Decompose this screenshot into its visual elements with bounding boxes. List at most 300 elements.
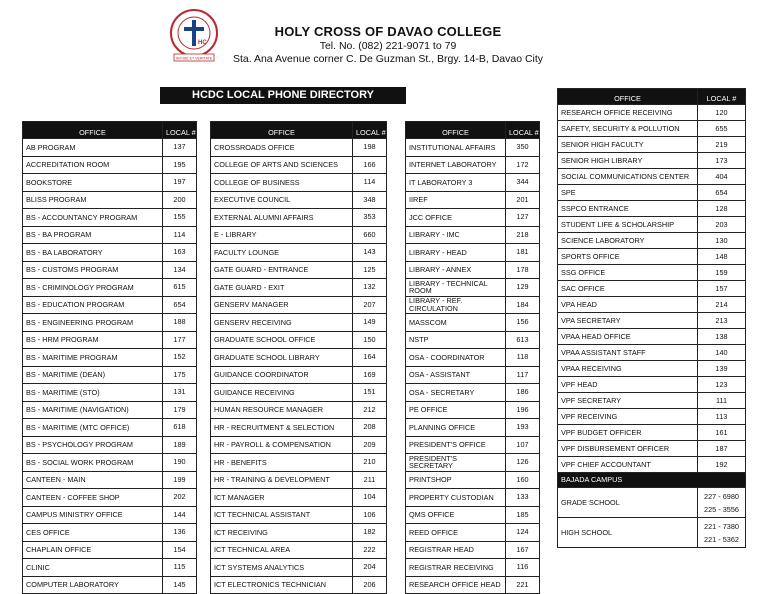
table-row xyxy=(211,226,387,244)
office-name-cell: GRADE SCHOOL xyxy=(558,488,698,518)
table-row xyxy=(558,233,746,249)
local-number-cell: 348 xyxy=(353,191,387,209)
office-name-cell: OSA - COORDINATOR xyxy=(406,349,506,367)
local-number-cell: 152 xyxy=(163,349,197,367)
table-row xyxy=(558,201,746,217)
table-row xyxy=(211,279,387,297)
office-name-cell: CANTEEN - COFFEE SHOP xyxy=(23,489,163,507)
office-name-cell: OSA - ASSISTANT xyxy=(406,366,506,384)
office-name-cell: ICT TECHNICAL ASSISTANT xyxy=(211,506,353,524)
office-name-cell: GATE GUARD - EXIT xyxy=(211,279,353,297)
local-number-cell: 198 xyxy=(353,139,387,157)
table-row xyxy=(558,137,746,153)
local-number-cell: 206 xyxy=(353,576,387,594)
office-name-cell: BS - MARITIME (MTC OFFICE) xyxy=(23,419,163,437)
office-name-cell: BS - MARITIME (NAVIGATION) xyxy=(23,401,163,419)
local-number-cell: 199 xyxy=(163,471,197,489)
office-name-cell: SENIOR HIGH LIBRARY xyxy=(558,153,698,169)
office-name-cell: GRADUATE SCHOOL LIBRARY xyxy=(211,349,353,367)
table-row xyxy=(211,244,387,262)
local-number-cell: 116 xyxy=(506,559,540,577)
office-name-cell: GATE GUARD - ENTRANCE xyxy=(211,261,353,279)
local-number-cell: 123 xyxy=(698,377,746,393)
local-number-cell: 129 xyxy=(506,279,540,297)
office-name-cell: VPF SECRETARY xyxy=(558,393,698,409)
local-column-header: LOCAL # xyxy=(506,122,540,139)
table-row xyxy=(211,349,387,367)
office-name-cell: SENIOR HIGH FACULTY xyxy=(558,137,698,153)
local-number-cell: 353 xyxy=(353,209,387,227)
phone-number: 221 - 5362 xyxy=(704,535,739,544)
office-name-cell: BS - EDUCATION PROGRAM xyxy=(23,296,163,314)
table-row xyxy=(406,454,540,472)
table-row xyxy=(558,297,746,313)
table-row xyxy=(211,454,387,472)
local-number-cell: 161 xyxy=(698,425,746,441)
local-number-cell: 111 xyxy=(698,393,746,409)
local-number-cell: 212 xyxy=(353,401,387,419)
office-name-cell: STUDENT LIFE & SCHOLARSHIP xyxy=(558,217,698,233)
local-number-cell: 164 xyxy=(353,349,387,367)
local-number-cell: 204 xyxy=(353,559,387,577)
table-row xyxy=(23,156,197,174)
office-name-cell: JCC OFFICE xyxy=(406,209,506,227)
table-row xyxy=(23,524,197,542)
table-row xyxy=(211,296,387,314)
local-number-cell: 196 xyxy=(506,401,540,419)
office-name-cell: SSG OFFICE xyxy=(558,265,698,281)
office-name-cell: CES OFFICE xyxy=(23,524,163,542)
office-name-cell: REGISTRAR HEAD xyxy=(406,541,506,559)
phone-number: 221 - 7380 xyxy=(704,522,739,531)
office-name-cell: HR - RECRUITMENT & SELECTION xyxy=(211,419,353,437)
table-row xyxy=(406,349,540,367)
local-number-cell: 344 xyxy=(506,174,540,192)
local-number-cell: 140 xyxy=(698,345,746,361)
local-number-cell: 654 xyxy=(698,185,746,201)
local-number-cell: 154 xyxy=(163,541,197,559)
office-name-cell: PRESIDENT'S OFFICE xyxy=(406,436,506,454)
table-row xyxy=(23,209,197,227)
table-row xyxy=(406,436,540,454)
office-name-cell: HIGH SCHOOL xyxy=(558,518,698,548)
local-number-cell: 222 xyxy=(353,541,387,559)
office-name-cell: LIBRARY - IMC xyxy=(406,226,506,244)
local-number-cell: 155 xyxy=(163,209,197,227)
office-name-cell: INTERNET LABORATORY xyxy=(406,156,506,174)
local-number-cell: 125 xyxy=(353,261,387,279)
office-name-cell: MASSCOM xyxy=(406,314,506,332)
local-number-cell: 143 xyxy=(353,244,387,262)
office-name-cell: GENSERV RECEIVING xyxy=(211,314,353,332)
table-row xyxy=(406,524,540,542)
table-row xyxy=(211,489,387,507)
office-name-cell: ACCREDITATION ROOM xyxy=(23,156,163,174)
directory-title: HCDC LOCAL PHONE DIRECTORY xyxy=(160,87,406,104)
local-number-cell: 221 xyxy=(506,576,540,594)
table-row xyxy=(558,105,746,121)
table-row xyxy=(558,281,746,297)
table-row xyxy=(23,366,197,384)
office-name-cell: CANTEEN - MAIN xyxy=(23,471,163,489)
local-number-cell: 131 xyxy=(163,384,197,402)
table-row xyxy=(406,174,540,192)
table-row xyxy=(23,454,197,472)
office-name-cell: CAMPUS MINISTRY OFFICE xyxy=(23,506,163,524)
table-row xyxy=(406,244,540,262)
office-name-cell: REGISTRAR RECEIVING xyxy=(406,559,506,577)
office-name-cell: PRINTSHOP xyxy=(406,471,506,489)
office-name-cell: VPF DISBURSEMENT OFFICER xyxy=(558,441,698,457)
table-row xyxy=(406,401,540,419)
local-number-cell: 118 xyxy=(506,349,540,367)
office-name-cell: SPE xyxy=(558,185,698,201)
office-name-cell: ICT RECEIVING xyxy=(211,524,353,542)
office-name-cell: EXECUTIVE COUNCIL xyxy=(211,191,353,209)
local-number-cell: 138 xyxy=(698,329,746,345)
local-number-cell: 186 xyxy=(506,384,540,402)
office-name-cell: VPF BUDGET OFFICER xyxy=(558,425,698,441)
local-number-cell: 195 xyxy=(163,156,197,174)
local-number-cell: 173 xyxy=(698,153,746,169)
office-name-cell: ICT ELECTRONICS TECHNICIAN xyxy=(211,576,353,594)
office-name-cell: HR - PAYROLL & COMPENSATION xyxy=(211,436,353,454)
local-number-cell xyxy=(698,488,746,518)
office-name-cell: VPAA HEAD OFFICE xyxy=(558,329,698,345)
local-number-cell: 151 xyxy=(353,384,387,402)
local-number-cell: 218 xyxy=(506,226,540,244)
office-name-cell: BS - CUSTOMS PROGRAM xyxy=(23,261,163,279)
office-name-cell: QMS OFFICE xyxy=(406,506,506,524)
local-number-cell: 208 xyxy=(353,419,387,437)
office-name-cell: INSTITUTIONAL AFFAIRS xyxy=(406,139,506,157)
office-name-cell: HUMAN RESOURCE MANAGER xyxy=(211,401,353,419)
table-row xyxy=(406,366,540,384)
local-number-cell: 113 xyxy=(698,409,746,425)
table-row xyxy=(406,384,540,402)
local-number-cell: 179 xyxy=(163,401,197,419)
office-column-header: OFFICE xyxy=(23,122,163,139)
table-row xyxy=(23,489,197,507)
office-name-cell: ICT SYSTEMS ANALYTICS xyxy=(211,559,353,577)
office-name-cell: NSTP xyxy=(406,331,506,349)
table-row xyxy=(406,209,540,227)
table-row xyxy=(558,313,746,329)
office-name-cell: IT LABORATORY 3 xyxy=(406,174,506,192)
local-number-cell: 193 xyxy=(506,419,540,437)
office-name-cell: CHAPLAIN OFFICE xyxy=(23,541,163,559)
table-row xyxy=(558,488,746,518)
table-row xyxy=(558,185,746,201)
office-name-cell: SSPCO ENTRANCE xyxy=(558,201,698,217)
local-column-header: LOCAL # xyxy=(163,122,197,139)
school-seal-logo xyxy=(168,8,220,64)
office-name-cell: OSA - SECRETARY xyxy=(406,384,506,402)
office-name-cell: VPAA RECEIVING xyxy=(558,361,698,377)
table-row xyxy=(211,209,387,227)
office-name-cell: ICT TECHNICAL AREA xyxy=(211,541,353,559)
table-row xyxy=(211,139,387,157)
table-row xyxy=(23,244,197,262)
local-number-cell: 613 xyxy=(506,331,540,349)
office-name-cell: REED OFFICE xyxy=(406,524,506,542)
local-number-cell: 136 xyxy=(163,524,197,542)
local-number-cell: 130 xyxy=(698,233,746,249)
office-name-cell: CLINIC xyxy=(23,559,163,577)
table-row xyxy=(558,153,746,169)
table-row xyxy=(558,457,746,473)
local-number-cell: 175 xyxy=(163,366,197,384)
table-row xyxy=(558,121,746,137)
table-row xyxy=(23,314,197,332)
table-row xyxy=(558,217,746,233)
table-row xyxy=(406,139,540,157)
local-number-cell: 157 xyxy=(698,281,746,297)
local-number-cell: 127 xyxy=(506,209,540,227)
office-name-cell: SOCIAL COMMUNICATIONS CENTER xyxy=(558,169,698,185)
office-name-cell: LIBRARY - ANNEX xyxy=(406,261,506,279)
table-row xyxy=(406,191,540,209)
local-number-cell: 615 xyxy=(163,279,197,297)
table-row xyxy=(211,506,387,524)
local-column-header: LOCAL # xyxy=(698,89,746,105)
office-name-cell: BS - BA LABORATORY xyxy=(23,244,163,262)
office-name-cell: FACULTY LOUNGE xyxy=(211,244,353,262)
office-name-cell: VPA SECRETARY xyxy=(558,313,698,329)
office-name-cell: BS - MARITIME (STO) xyxy=(23,384,163,402)
office-name-cell: COLLEGE OF ARTS AND SCIENCES xyxy=(211,156,353,174)
table-row xyxy=(406,279,540,297)
office-name-cell: BS - PSYCHOLOGY PROGRAM xyxy=(23,436,163,454)
table-row xyxy=(23,559,197,577)
local-number-cell: 120 xyxy=(698,105,746,121)
office-name-cell: BS - HRM PROGRAM xyxy=(23,331,163,349)
table-row xyxy=(211,331,387,349)
office-name-cell: E - LIBRARY xyxy=(211,226,353,244)
office-name-cell: GRADUATE SCHOOL OFFICE xyxy=(211,331,353,349)
table-row xyxy=(23,261,197,279)
table-row xyxy=(406,314,540,332)
office-name-cell: COLLEGE OF BUSINESS xyxy=(211,174,353,192)
table-row xyxy=(211,314,387,332)
office-name-cell: EXTERNAL ALUMNI AFFAIRS xyxy=(211,209,353,227)
local-number-cell: 114 xyxy=(353,174,387,192)
local-number-cell: 134 xyxy=(163,261,197,279)
table-row xyxy=(211,366,387,384)
table-row xyxy=(558,518,746,548)
local-number-cell: 210 xyxy=(353,454,387,472)
table-row xyxy=(23,226,197,244)
local-number-cell: 106 xyxy=(353,506,387,524)
local-number-cell: 182 xyxy=(353,524,387,542)
local-number-cell: 181 xyxy=(506,244,540,262)
office-name-cell: BS - ENGINEERING PROGRAM xyxy=(23,314,163,332)
local-column-header: LOCAL # xyxy=(353,122,387,139)
local-number-cell: 207 xyxy=(353,296,387,314)
office-name-cell: HR - BENEFITS xyxy=(211,454,353,472)
office-name-cell: BS - MARITIME PROGRAM xyxy=(23,349,163,367)
table-row xyxy=(406,296,540,314)
office-name-cell: PLANNING OFFICE xyxy=(406,419,506,437)
directory-table-4 xyxy=(557,88,746,548)
office-column-header: OFFICE xyxy=(558,89,698,105)
local-number-cell: 655 xyxy=(698,121,746,137)
table-row xyxy=(23,541,197,559)
local-number-cell: 144 xyxy=(163,506,197,524)
local-number-cell: 178 xyxy=(506,261,540,279)
local-number-cell: 202 xyxy=(163,489,197,507)
office-name-cell: BLISS PROGRAM xyxy=(23,191,163,209)
table-row xyxy=(23,191,197,209)
office-name-cell: BS - CRIMINOLOGY PROGRAM xyxy=(23,279,163,297)
office-name-cell: BOOKSTORE xyxy=(23,174,163,192)
directory-table-3 xyxy=(405,121,540,594)
office-name-cell: VPA HEAD xyxy=(558,297,698,313)
local-number-cell: 203 xyxy=(698,217,746,233)
table-row xyxy=(558,441,746,457)
school-name: HOLY CROSS OF DAVAO COLLEGE xyxy=(274,24,502,39)
table-row xyxy=(23,436,197,454)
local-number-cell: 133 xyxy=(506,489,540,507)
local-number-cell: 185 xyxy=(506,506,540,524)
local-number-cell: 213 xyxy=(698,313,746,329)
table-row xyxy=(406,471,540,489)
table-row xyxy=(211,471,387,489)
local-number-cell: 128 xyxy=(698,201,746,217)
local-number-cell: 124 xyxy=(506,524,540,542)
local-number-cell: 169 xyxy=(353,366,387,384)
table-row xyxy=(23,139,197,157)
office-name-cell: VPF CHIEF ACCOUNTANT xyxy=(558,457,698,473)
office-name-cell: LIBRARY - REF. CIRCULATION xyxy=(406,296,506,314)
table-row xyxy=(406,156,540,174)
local-number-cell: 148 xyxy=(698,249,746,265)
local-number-cell: 189 xyxy=(163,436,197,454)
table-row xyxy=(406,559,540,577)
local-number-cell: 126 xyxy=(506,454,540,472)
table-row xyxy=(23,384,197,402)
local-number-cell: 192 xyxy=(698,457,746,473)
table-row xyxy=(558,361,746,377)
table-row xyxy=(558,409,746,425)
table-row xyxy=(211,401,387,419)
local-number-cell: 654 xyxy=(163,296,197,314)
table-row xyxy=(406,226,540,244)
office-name-cell: RESEARCH OFFICE HEAD xyxy=(406,576,506,594)
local-number-cell: 200 xyxy=(163,191,197,209)
office-name-cell: LIBRARY - HEAD xyxy=(406,244,506,262)
svg-text:HC: HC xyxy=(198,40,207,46)
table-row xyxy=(23,296,197,314)
local-number-cell: 188 xyxy=(163,314,197,332)
local-number-cell: 197 xyxy=(163,174,197,192)
table-row xyxy=(211,261,387,279)
local-number-cell: 214 xyxy=(698,297,746,313)
local-number-cell: 159 xyxy=(698,265,746,281)
table-row xyxy=(211,156,387,174)
table-row xyxy=(558,393,746,409)
local-number-cell: 150 xyxy=(353,331,387,349)
office-name-cell: SPORTS OFFICE xyxy=(558,249,698,265)
table-row xyxy=(406,331,540,349)
table-row xyxy=(406,506,540,524)
table-row xyxy=(558,377,746,393)
office-name-cell: SCIENCE LABORATORY xyxy=(558,233,698,249)
local-number-cell: 137 xyxy=(163,139,197,157)
table-row xyxy=(558,265,746,281)
svg-text:IN FIDE ET VERITATE: IN FIDE ET VERITATE xyxy=(175,56,213,61)
local-number-cell: 660 xyxy=(353,226,387,244)
table-row xyxy=(23,279,197,297)
table-row xyxy=(406,489,540,507)
office-name-cell: AB PROGRAM xyxy=(23,139,163,157)
local-number-cell: 145 xyxy=(163,576,197,594)
phone-number: 227 - 6980 xyxy=(704,492,739,501)
local-number-cell: 163 xyxy=(163,244,197,262)
table-row xyxy=(558,425,746,441)
local-number-cell: 166 xyxy=(353,156,387,174)
telephone-number: Tel. No. (082) 221-9071 to 79 xyxy=(319,40,457,52)
table-row xyxy=(211,191,387,209)
local-number-cell: 201 xyxy=(506,191,540,209)
directory-table-2 xyxy=(210,121,387,594)
office-name-cell: BS - SOCIAL WORK PROGRAM xyxy=(23,454,163,472)
table-row xyxy=(406,261,540,279)
office-name-cell: RESEARCH OFFICE RECEIVING xyxy=(558,105,698,121)
office-name-cell: LIBRARY - TECHNICAL ROOM xyxy=(406,279,506,297)
local-number-cell: 117 xyxy=(506,366,540,384)
table-row xyxy=(23,419,197,437)
office-name-cell: COMPUTER LABORATORY xyxy=(23,576,163,594)
local-number-cell: 177 xyxy=(163,331,197,349)
table-row xyxy=(406,419,540,437)
office-name-cell: BS - ACCOUNTANCY PROGRAM xyxy=(23,209,163,227)
section-title: BAJADA CAMPUS xyxy=(558,473,746,488)
table-row xyxy=(23,401,197,419)
directory-table-1 xyxy=(22,121,197,594)
local-number-cell: 219 xyxy=(698,137,746,153)
office-name-cell: VPF HEAD xyxy=(558,377,698,393)
local-number-cell: 172 xyxy=(506,156,540,174)
table-row xyxy=(211,436,387,454)
table-row xyxy=(211,559,387,577)
local-number-cell: 211 xyxy=(353,471,387,489)
office-name-cell: BS - MARITIME (DEAN) xyxy=(23,366,163,384)
table-row xyxy=(23,331,197,349)
office-name-cell: VPAA ASSISTANT STAFF xyxy=(558,345,698,361)
office-name-cell: PE OFFICE xyxy=(406,401,506,419)
table-row xyxy=(211,384,387,402)
local-number-cell: 350 xyxy=(506,139,540,157)
table-row xyxy=(211,419,387,437)
local-number-cell: 618 xyxy=(163,419,197,437)
local-number-cell: 209 xyxy=(353,436,387,454)
local-number-cell: 156 xyxy=(506,314,540,332)
local-number-cell: 132 xyxy=(353,279,387,297)
office-name-cell: SAC OFFICE xyxy=(558,281,698,297)
office-name-cell: BS - BA PROGRAM xyxy=(23,226,163,244)
table-row xyxy=(406,541,540,559)
table-row xyxy=(211,541,387,559)
table-row xyxy=(23,349,197,367)
office-name-cell: CROSSROADS OFFICE xyxy=(211,139,353,157)
table-row xyxy=(558,169,746,185)
table-row xyxy=(211,174,387,192)
local-number-cell: 139 xyxy=(698,361,746,377)
table-row xyxy=(558,329,746,345)
table-row xyxy=(558,249,746,265)
local-number-cell: 184 xyxy=(506,296,540,314)
